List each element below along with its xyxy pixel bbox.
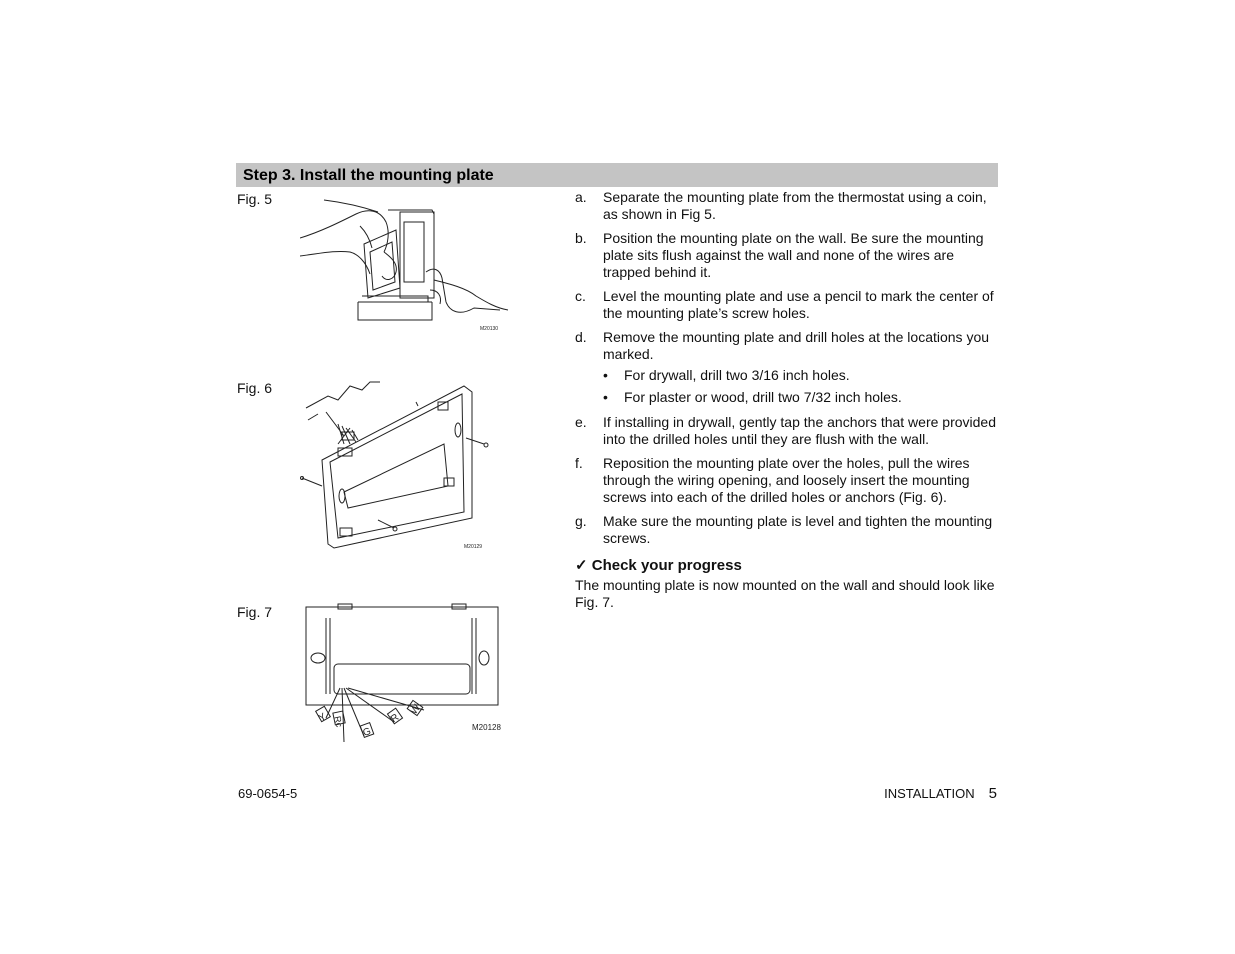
section-title: Step 3. Install the mounting plate [243,167,494,184]
step-e: e. If installing in drywall, gently tap the anchors that were provided into the drilled holes until they are flush with the wall. [575,414,996,447]
fig6-code: M20129 [464,544,483,550]
wire-rc-label: Rc [332,715,345,729]
fig5-illustration [300,192,510,340]
checkmark-icon: ✓ [575,557,588,574]
doc-number: 69-0654-5 [238,786,298,801]
step-g: g. Make sure the mounting plate is level and tighten the mounting screws. [575,513,993,546]
fig6-label: Fig. 6 [237,380,273,396]
list-item: • For drywall, drill two 3/16 inch holes. [603,367,850,383]
step-c: c. Level the mounting plate and use a pencil to mark the center of the mounting plate’s screw holes. [575,288,994,321]
page-footer [884,785,997,802]
fig7-label: Fig. 7 [237,604,273,620]
list-item: • For plaster or wood, drill two 7/32 inch holes. [603,389,902,405]
instructions [575,189,1000,611]
check-progress-title: Check your progress [591,557,742,574]
wire-w-label: W [408,702,424,717]
step-f: f. Reposition the mounting plate over the holes, pull the wires through the wiring opening, and loosely insert the mounting screws into each of the drilled holes or anchors (Fig. 6). [575,455,970,505]
wire-g-label: G [361,726,373,740]
step-d: d. Remove the mounting plate and drill holes at the locations you marked. [575,329,990,362]
section-name: INSTALLATION [884,786,975,801]
check-progress-body: The mounting plate is now mounted on the wall and should look like Fig. 7. [575,577,995,610]
fig7-code: M20128 [472,723,501,732]
step-b: b. Position the mounting plate on the wall. Be sure the mounting plate sits flush against the wall and none of the wires are trapped behind it. [575,230,984,280]
step-a: a. Separate the mounting plate from the thermostat using a coin, as shown in Fig 5. [575,189,987,222]
fig5-code: M20130 [480,326,499,332]
drill-size-list [603,367,1000,406]
check-progress-heading [575,557,1000,575]
fig6-illustration [298,378,498,550]
fig5-label: Fig. 5 [237,191,273,207]
wire-y-label: Y [317,711,329,725]
page-number: 5 [988,785,997,802]
wire-r-label: R [388,712,402,726]
section-header [236,163,998,187]
fig7-illustration [300,600,505,748]
